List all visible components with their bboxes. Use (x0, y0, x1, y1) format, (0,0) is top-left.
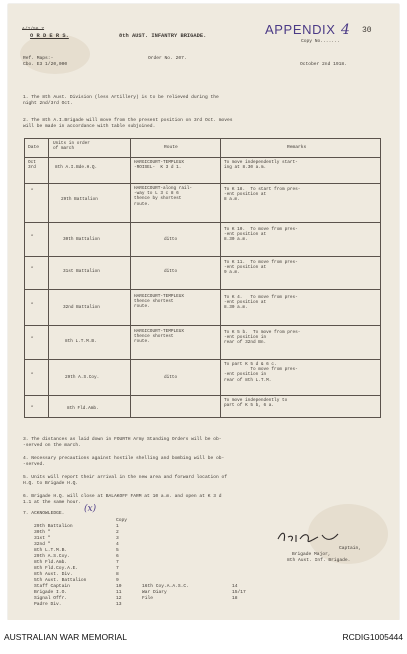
note-6-line-1: 6. Brigade H.Q. will close at BALAKOFF FARM at 10 a.m. and open at K 3 d (23, 494, 222, 499)
distribution-unit: 29th Battalion (34, 524, 73, 529)
table-divider (25, 157, 380, 158)
row-unit: 8th L.T.M.B. (65, 339, 97, 344)
paragraph-2-line-2: will be made in accordance with table subjoined. (23, 124, 156, 129)
distribution-unit: 31st " (34, 536, 51, 541)
note-4-line-1: 4. Necessary precautions against hostile shelling and bombing will be ob- (23, 456, 225, 461)
row-remarks: To K 10. To move from pres- -ent position at 8.30 a.m. (224, 227, 298, 243)
signature-unit: 8th Aust. Inf. Brigade. (287, 558, 351, 563)
distribution-copy: 12 (116, 596, 122, 601)
note-4-line-2: -served. (23, 462, 46, 467)
distribution-copy: 8 (116, 572, 119, 577)
header-date: Date (28, 145, 40, 150)
distribution-unit: Signal Offr. (34, 596, 68, 601)
distribution-copy: 14 (232, 584, 238, 589)
handwritten-signature (274, 529, 344, 545)
row-date: Oct 3rd (28, 160, 36, 171)
table-divider (25, 256, 380, 257)
distribution-copy: 1 (116, 524, 119, 529)
note-7-acknowledge: 7. ACKNOWLEDGE. (23, 511, 65, 516)
row-route: ditto (164, 375, 178, 380)
distribution-copy: 13 (116, 602, 122, 607)
signature-title: Brigade Major, (292, 552, 331, 557)
movement-table (24, 138, 381, 418)
note-5-line-1: 5. Units will report their arrival in the new area and forward location of (23, 475, 227, 480)
note-3-line-1: 3. The distances as laid down in FOURTH Army Standing Orders will be ob- (23, 437, 222, 442)
distribution-copy: 15/17 (232, 590, 246, 595)
row-date: " (31, 303, 34, 308)
distribution-unit: Staff Captain (34, 584, 70, 589)
distribution-copy: 7 (116, 560, 119, 565)
paragraph-1-line-1: 1. The 8th Aust. Division (less Artillery) is to be relieved during the (23, 95, 219, 100)
row-unit: 31st Battalion (63, 269, 100, 274)
handwritten-mark: (x) (84, 504, 97, 514)
row-route: HARGICOURT-along rail- -way to L 3 c 8 6 thence by shortest route. (134, 186, 192, 207)
copy-number: Copy No....... (301, 39, 340, 44)
distribution-unit: 8th L.T.M.B. (34, 548, 68, 553)
row-unit: 8th A.I.Bde.H.Q. (55, 165, 98, 170)
footer-institution: AUSTRALIAN WAR MEMORIAL (4, 632, 127, 642)
distribution-unit: File (142, 596, 154, 601)
distribution-copy: 10 (116, 584, 122, 589)
distribution-copy: 18 (232, 596, 238, 601)
distribution-unit: 8th Fld.Coy.A.E. (34, 566, 79, 571)
distribution-unit: 30th " (34, 530, 51, 535)
footer-catalogue-id: RCDIG1005444 (342, 632, 403, 642)
row-remarks: To part K 5 d & 6 c. To move from pres- -ent position in rear of 8th L.T.M. (224, 362, 298, 383)
header-remarks: Remarks (287, 145, 307, 150)
row-date: " (31, 235, 34, 240)
row-route: HARGICOURT-TEMPLEUX thence shortest route. (134, 294, 185, 310)
distribution-unit: 16th Coy.A.A.S.C. (142, 584, 189, 589)
orders-heading: O R D E R S. (30, 33, 69, 39)
distribution-unit: 5th Aust. Battalion (34, 578, 87, 583)
distribution-copy: 11 (116, 590, 122, 595)
row-date: " (31, 189, 34, 194)
row-unit: 29th Battalion (61, 197, 98, 202)
row-unit: 32nd Battalion (63, 305, 100, 310)
distribution-unit: 32nd " (34, 542, 51, 547)
row-remarks: To K 11. To move from pres- -ent position at 9 a.m. (224, 260, 298, 276)
row-unit: 29th A.S.Coy. (65, 375, 100, 380)
row-remarks: To K 18. To start from pres- -ent position at 8 a.m. (224, 187, 301, 203)
distribution-unit: 8th Fld.Amb. (34, 560, 68, 565)
order-number: Order No. 207. (148, 56, 187, 61)
header-units: Units in order of march (53, 141, 90, 152)
distribution-copy: 6 (116, 554, 119, 559)
archive-footer (0, 620, 407, 654)
table-divider (25, 359, 380, 360)
appendix-stamp: APPENDIX (265, 22, 336, 37)
row-remarks: To K 4. To move from pres- -ent position at 8.30 a.m. (224, 295, 298, 311)
table-divider (25, 325, 380, 326)
row-date: " (31, 337, 34, 342)
distribution-unit: Brigade I.O. (34, 590, 68, 595)
distribution-copy-header: Copy (116, 518, 128, 523)
distribution-unit: Padre Div. (34, 602, 62, 607)
distribution-unit: 8th Aust. Div. (34, 572, 73, 577)
row-date: " (31, 406, 34, 411)
table-divider (25, 222, 380, 223)
order-date: October 2nd 1918. (300, 62, 347, 67)
note-5-line-2: H.Q. to Brigade H.Q. (23, 481, 79, 486)
note-6-line-2: 1.1 at the same hour. (23, 500, 81, 505)
distribution-copy: 5 (116, 548, 119, 553)
table-divider (25, 289, 380, 290)
row-route: HARGICOURT-TEMPLEUX -ROISEL- K 3 d 1. (134, 160, 185, 171)
table-divider (25, 395, 380, 396)
page-number: 30 (362, 26, 372, 35)
reference-number: A/2/56 7 (22, 27, 45, 32)
paragraph-1-line-2: night 2nd/3rd Oct. (23, 101, 73, 106)
note-3-line-2: -served on the march. (23, 443, 81, 448)
row-route: HARGICOURT-TEMPLEUX thence shortest route. (134, 329, 185, 345)
ref-maps-label: Ref. Maps:- (23, 56, 54, 61)
row-remarks: To move independently start- ing at 8.30 a.m. (224, 160, 298, 171)
row-route: ditto (164, 237, 178, 242)
row-date: " (31, 267, 34, 272)
row-remarks: To K 5 b. To move from pres- -ent position in rear of 32nd Bn. (224, 330, 301, 346)
table-divider (130, 139, 131, 417)
row-unit: 8th Fld.Amb. (67, 406, 99, 411)
header-route: Route (164, 145, 178, 150)
distribution-copy: 7 (116, 566, 119, 571)
distribution-unit: War Diary (142, 590, 167, 595)
row-date: " (31, 373, 34, 378)
distribution-copy: 2 (116, 530, 119, 535)
row-remarks: To move independently to part of K 5 b, 6 a. (224, 398, 288, 409)
table-divider (220, 139, 221, 417)
distribution-copy: 9 (116, 578, 119, 583)
distribution-unit: 29th A.S.Coy. (34, 554, 70, 559)
table-divider (25, 183, 380, 184)
row-route: ditto (164, 269, 178, 274)
paper-stain (20, 34, 90, 74)
distribution-copy: 3 (116, 536, 119, 541)
signature-rank: Captain, (339, 546, 362, 551)
distribution-copy: 4 (116, 542, 119, 547)
row-unit: 30th Battalion (63, 237, 100, 242)
brigade-heading: 8th AUST. INFANTRY BRIGADE. (119, 33, 207, 39)
ref-maps-value: Cbo. E3 1/20,000 (23, 62, 68, 67)
handwritten-appendix-number: 4 (341, 22, 350, 38)
table-divider (48, 139, 49, 417)
paragraph-2-line-1: 2. The 8th A.I.Brigade will move from the present position on 3rd Oct. moves (23, 118, 233, 123)
